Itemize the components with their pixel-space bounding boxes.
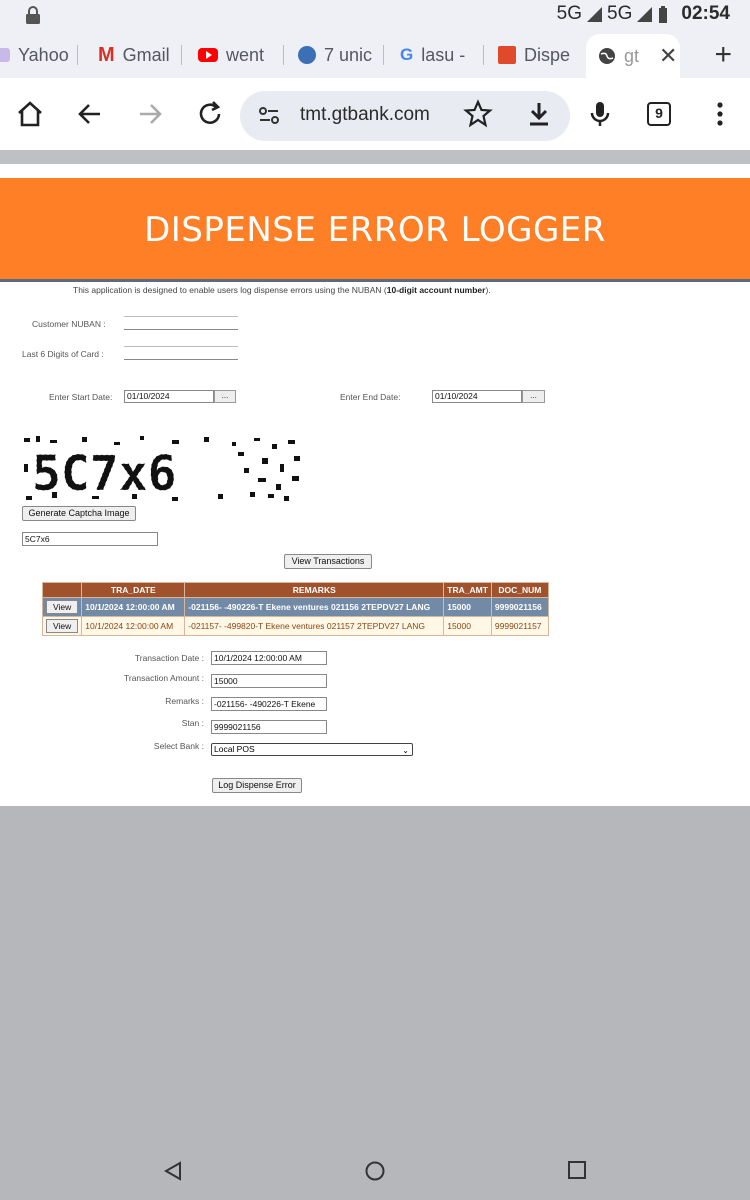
network-label-1: 5G [556,3,583,24]
status-bar [0,0,750,32]
url-text: tmt.gtbank.com [300,104,430,125]
browser-toolbar [0,78,750,152]
yahoo-favicon-icon [0,48,10,62]
tab-separator [483,45,484,65]
end-date-picker-button[interactable]: ... [522,390,545,403]
tab-gmail[interactable] [98,38,182,72]
tab-yahoo[interactable] [0,38,78,72]
nav-back-icon[interactable] [162,1160,184,1182]
forward-icon[interactable] [134,98,166,130]
page-title: DISPENSE ERROR LOGGER [144,210,606,250]
tab-label: gt [624,45,640,66]
start-date-label: Enter Start Date: [49,392,113,402]
signal-off-icon [636,6,653,23]
gmail-icon: M [98,43,115,66]
cell-remarks: -021156- -490226-T Ekene ventures 021156 2TEPDV27 LANG [185,598,444,617]
end-date-input[interactable]: 01/10/2024 [432,390,522,403]
transactions-table [42,582,549,636]
start-date-input[interactable]: 01/10/2024 [124,390,214,403]
transaction-amount-label: Transaction Amount : [123,673,204,683]
system-navigation-bar [0,1140,750,1200]
table-row-selected[interactable] [43,598,549,617]
stan-field[interactable]: 9999021156 [211,720,327,734]
tab-active-gtbank[interactable] [586,34,680,78]
tab-separator [283,45,284,65]
google-icon: G [400,45,414,64]
cell-date: 10/1/2024 12:00:00 AM [82,617,185,636]
header-banner [0,178,750,282]
close-tab-icon[interactable]: ✕ [659,43,678,68]
column-header-doc: DOC_NUM [491,583,548,598]
battery-icon [657,6,669,23]
cell-remarks: -021157- -499820-T Ekene ventures 021157 2TEPDV27 LANG [185,617,444,636]
cell-doc: 9999021157 [491,617,548,636]
cell-date: 10/1/2024 12:00:00 AM [82,598,185,617]
log-dispense-error-button[interactable]: Log Dispense Error [212,778,302,793]
view-transactions-button[interactable]: View Transactions [284,554,372,569]
web-page [0,150,750,806]
tab-separator [181,45,182,65]
transaction-date-label: Transaction Date : [134,653,204,663]
select-bank-dropdown[interactable] [211,743,413,756]
captcha-image [22,434,306,506]
remarks-label: Remarks : [165,696,204,706]
column-header-remarks: REMARKS [185,583,444,598]
stan-label: Stan : [181,718,204,728]
tab-label: lasu - [421,44,466,65]
lock-icon [24,6,42,24]
more-menu-icon[interactable] [704,98,736,130]
dispense-favicon-icon [498,46,516,64]
card-digits-input[interactable] [124,346,238,360]
download-icon[interactable] [523,98,555,130]
captcha-text: 5C7x6 [32,446,177,502]
start-date-picker-button[interactable]: ... [214,390,236,403]
captcha-input[interactable]: 5C7x6 [22,532,158,546]
tab-youtube[interactable] [198,38,284,72]
view-row-button[interactable]: View [46,619,78,633]
column-header-action [43,583,82,598]
youtube-icon [198,48,218,62]
tab-separator [383,45,384,65]
nuban-input[interactable] [124,316,238,330]
signal-icon [586,6,603,23]
cell-doc: 9999021156 [491,598,548,617]
card-digits-label: Last 6 Digits of Card : [22,349,104,359]
chevron-down-icon: ⌄ [402,746,409,755]
table-header-row [43,583,549,598]
nuban-label: Customer NUBAN : [32,319,106,329]
tab-switcher-button[interactable]: 9 [647,102,671,126]
site-favicon-icon [298,46,316,64]
view-row-button[interactable]: View [46,600,78,614]
transaction-amount-field[interactable]: 15000 [211,674,327,688]
column-header-date: TRA_DATE [82,583,185,598]
end-date-label: Enter End Date: [340,392,401,402]
select-bank-label: Select Bank : [153,741,204,751]
network-label-2: 5G [607,3,633,24]
tab-label: went [226,44,265,65]
tab-google[interactable] [400,38,484,72]
table-row[interactable] [43,617,549,636]
globe-icon [598,47,616,65]
column-header-amount: TRA_AMT [444,583,492,598]
nav-recents-icon[interactable] [567,1160,587,1180]
tab-label: Yahoo [18,44,69,65]
select-bank-value: Local POS [214,744,255,754]
tab-separator [77,45,78,65]
reload-icon[interactable] [194,98,226,130]
tab-unic[interactable] [298,38,384,72]
tab-label: 7 unic [324,44,373,65]
bookmark-star-icon[interactable] [462,98,494,130]
microphone-icon[interactable] [584,98,616,130]
tab-strip [0,32,750,78]
site-settings-icon[interactable] [258,105,280,127]
new-tab-icon[interactable]: + [714,38,732,71]
tab-dispense[interactable] [498,38,572,72]
tab-label: Gmail [122,44,170,65]
address-bar[interactable] [240,91,570,141]
tab-label: Dispe [524,44,571,65]
home-icon[interactable] [14,98,46,130]
generate-captcha-button[interactable]: Generate Captcha Image [22,506,136,521]
back-icon[interactable] [74,98,106,130]
nav-home-icon[interactable] [364,1160,386,1182]
intro-text: This application is designed to enable users log dispense errors using the NUBAN (10-digit account number). [73,285,491,295]
clock: 02:54 [681,3,730,24]
transaction-date-field[interactable]: 10/1/2024 12:00:00 AM [211,651,327,665]
status-indicators [557,3,730,25]
remarks-field[interactable]: -021156- -490226-T Ekene [211,697,327,711]
cell-amount: 15000 [444,598,492,617]
cell-amount: 15000 [444,617,492,636]
